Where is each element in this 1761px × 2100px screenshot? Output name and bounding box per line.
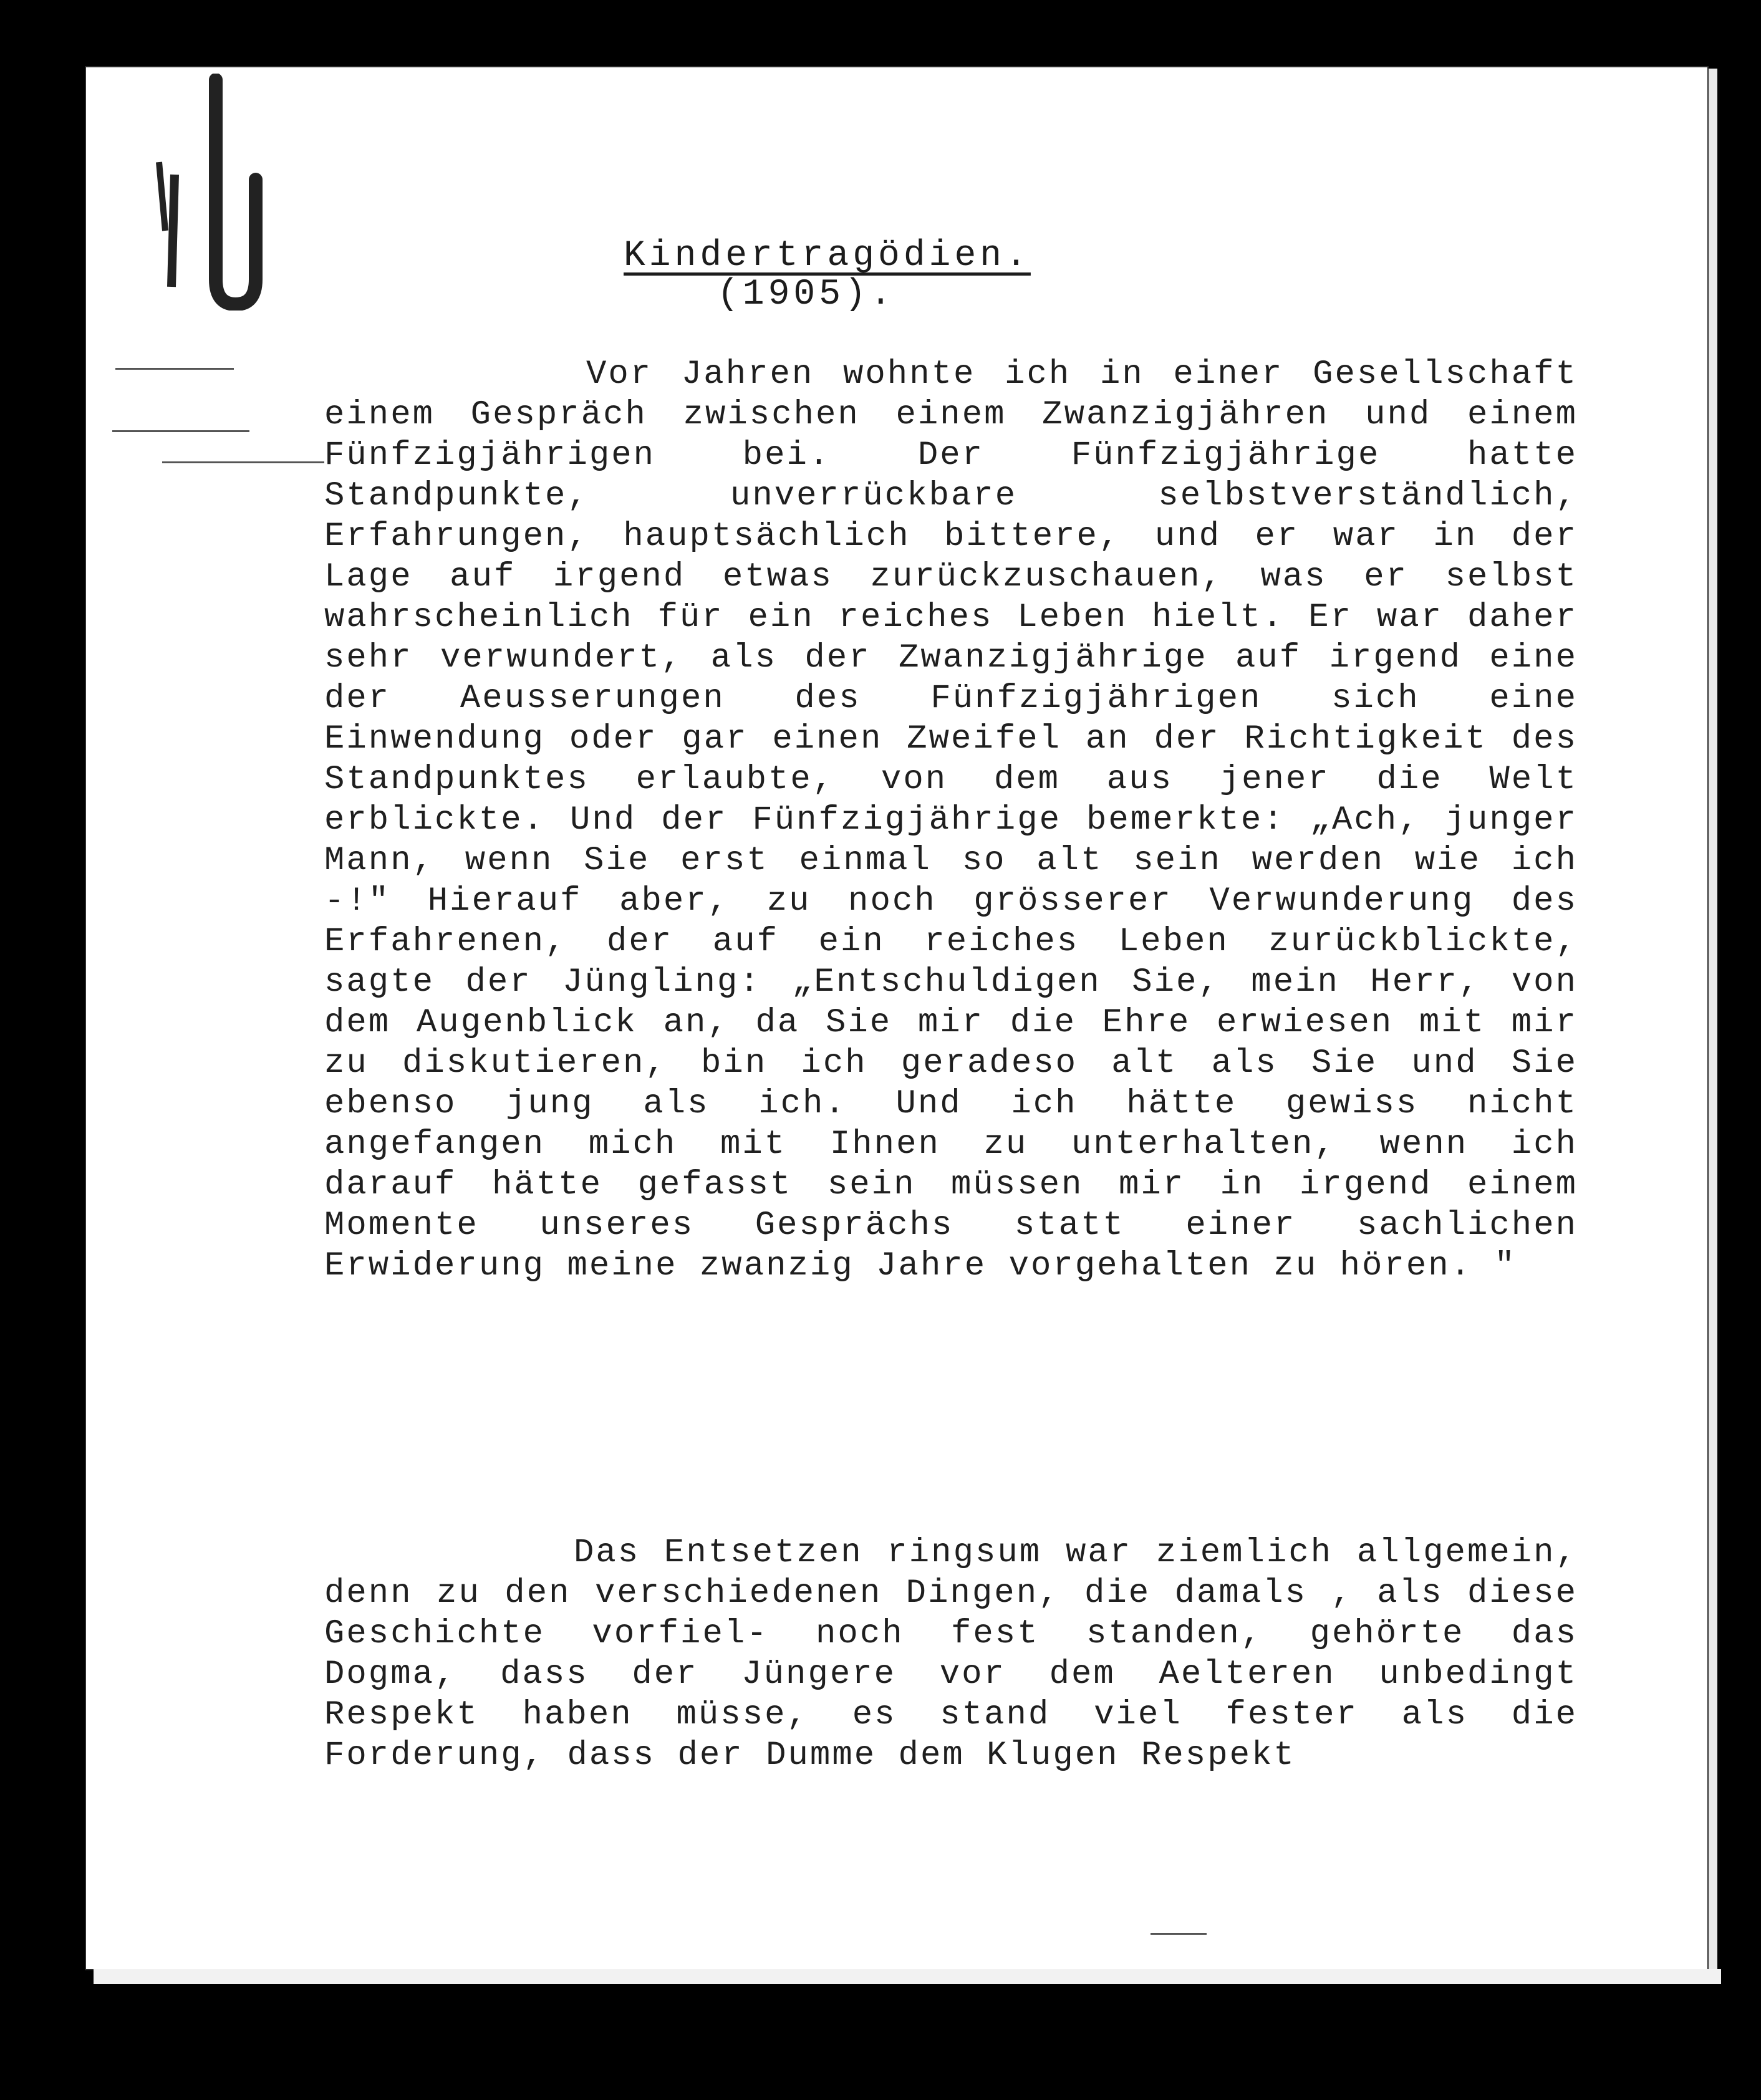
pencil-line: [1151, 1933, 1207, 1935]
paper-clip-icon: [198, 74, 273, 311]
pencil-line: [112, 430, 249, 432]
paragraph-1: Vor Jahren wohnte ich in einer Gesellschaft einem Gespräch zwischen einem Zwanzigjähren und einem Fünfzigjährigen bei. Der Fünfzigjährige hatte Standpunkte, unverrückbare selbstverständlich, Erfahrungen, hauptsächlich bittere, und er war in der Lage auf irgend etwas zurückzuschauen, was er selbst wahrscheinlich für ein reiches Leben hielt. Er war daher sehr verwundert, als der Zwanzigjährige auf irgend eine der Aeusserungen des Fünfzigjährigen sich eine Einwendung oder gar einen Zweifel an der Richtigkeit des Standpunktes erlaubte, von dem aus jener die Welt erblickte. Und der Fünfzigjährige bemerkte: „Ach, junger Mann, wenn Sie erst einmal so alt sein werden wie ich -!" Hierauf aber, zu noch grösserer Verwunderung des Erfahrenen, der auf ein reiches Leben zurückblickte, sagte der Jüngling: „Entschuldigen Sie, mein Herr, von dem Augenblick an, da Sie mir die Ehre erwiesen mit mir zu diskutieren, bin ich geradeso alt als Sie und Sie ebenso jung als ich. Und ich hätte gewiss nicht angefangen mich mit Ihnen zu unterhalten, wenn ich darauf hätte gefasst sein müssen mir in irgend einem Momente unseres Gesprächs statt einer sachlichen Erwiderung meine zwanzig Jahre vorgehalten zu hören. ": [324, 355, 1578, 1285]
document-year: (1905).: [717, 274, 895, 315]
paragraph-2: Das Entsetzen ringsum war ziemlich allgemein, denn zu den verschiedenen Dingen, die damals , als diese Geschichte vorfiel- noch fest standen, gehörte das Dogma, dass der Jüngere vor dem Aelteren unbedingt Respekt haben müsse, es stand viel fester als die Forderung, dass der Dumme dem Klugen Respekt: [324, 1534, 1578, 1775]
pencil-line: [162, 461, 324, 463]
document-title: Kindertragödien.: [624, 236, 1031, 276]
page-edge-bottom: [94, 1969, 1721, 1984]
pencil-mark-icon: [147, 156, 190, 299]
page-edge-right: [1709, 69, 1717, 1977]
pencil-line: [115, 368, 234, 370]
